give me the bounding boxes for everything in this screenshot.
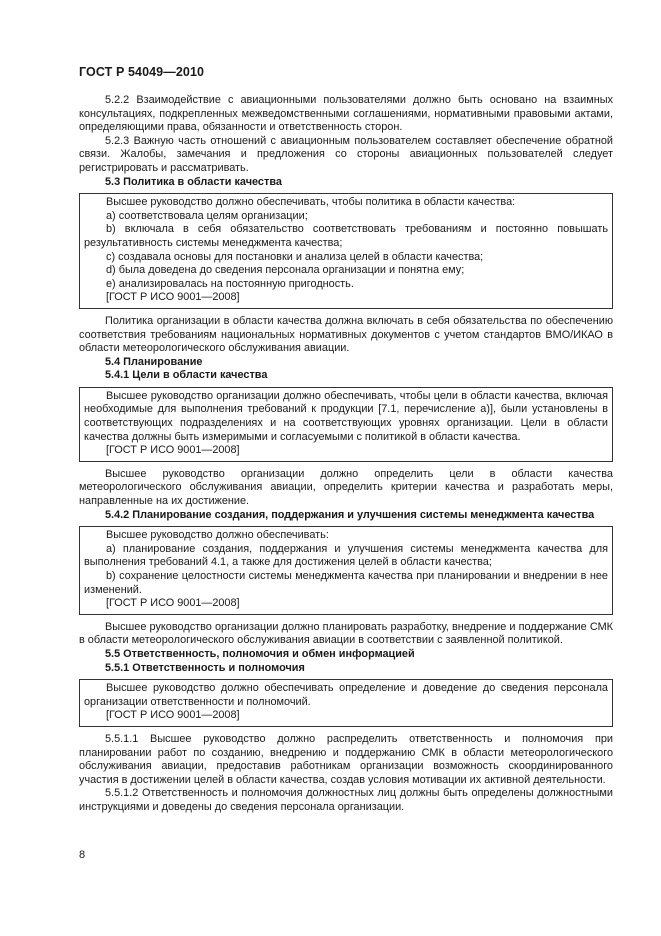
paragraph-policy: Политика организации в области качества должна включать в себя обязательства по обеспечению соответствия требованиям национальных нормативных документов с учетом стандартов ВМО/ИКАО в области метеорологического обслуживания авиации. [79, 314, 613, 355]
heading-5-4: 5.4 Планирование [105, 355, 203, 368]
paragraph-plan: Высшее руководство организации должно планировать разработку, внедрение и поддержание СМК в области метеорологического обслуживания авиации в соответствии с заявленной политикой. [79, 620, 613, 647]
quote-box-policy [79, 193, 613, 309]
quote-reference: [ГОСТ Р ИСО 9001—2008] [106, 597, 240, 610]
list-item: e) анализировалась на постоянную пригодность. [106, 277, 354, 290]
list-item: c) создавала основы для постановки и анализа целей в области качества; [106, 250, 484, 263]
page-number: 8 [79, 849, 86, 861]
heading-5-4-1: 5.4.1 Цели в области качества [105, 369, 268, 382]
quote-intro: Высшее руководство должно обеспечивать: [106, 529, 329, 542]
heading-5-3: 5.3 Политика в области качества [105, 175, 282, 188]
quote-text: Высшее руководство должно обеспечивать определение и доведение до сведения персонала организации ответственности и полномочий. [84, 682, 608, 708]
paragraph-goals: Высшее руководство организации должно определить цели в области качества метеорологического обслуживания авиации, определить критерии качества и разработать меры, направленные на их достижение. [79, 467, 613, 508]
quote-box-responsibility [79, 679, 613, 727]
paragraph-5-5-1-2: 5.5.1.2 Ответственность и полномочия должностных лиц должны быть определены должностными инструкциями и доведены до сведения персонала организации. [79, 787, 613, 813]
quote-reference: [ГОСТ Р ИСО 9001—2008] [106, 291, 240, 304]
quote-intro: Высшее руководство должно обеспечивать, чтобы политика в области качества: [106, 196, 516, 209]
quote-box-planning [79, 526, 613, 615]
heading-5-5-1: 5.5.1 Ответственность и полномочия [105, 661, 305, 674]
heading-5-4-2: 5.4.2 Планирование создания, поддержания и улучшения системы менеджмента качества [105, 508, 595, 521]
list-item: b) сохранение целостности системы менеджмента качества при планировании и внедрении в нее изменений. [84, 570, 608, 596]
quote-text: Высшее руководство организации должно обеспечивать, чтобы цели в области качества, включая необходимые для выполнения требований к продукции [7.1, перечисление а)], были установлены в соответствующих подразделениях и на соответствующих уровнях организации. Цели в области качества должны быть измеримыми и согласуемыми с политикой в области качества. [84, 389, 608, 443]
list-item: a) планирование создания, поддержания и улучшения системы менеджмента качества для выполнения требований 4.1, а также для достижения целей в области качества; [84, 542, 608, 569]
list-item: d) была доведена до сведения персонала организации и понятна ему; [106, 264, 465, 277]
paragraph-5-2-3: 5.2.3 Важную часть отношений с авиационным пользователем составляет обеспечение обратной связи. Жалобы, замечания и предложения со стороны авиационных пользователей следует регистрировать и рассматривать. [79, 134, 613, 174]
document-header: ГОСТ Р 54049—2010 [79, 65, 205, 79]
paragraph-5-2-2: 5.2.2 Взаимодействие с авиационными пользователями должно быть основано на взаимных консультациях, подкрепленных межведомственными соглашениями, нормативными правовыми актами, определяющими права, обязанности и ответственность сторон. [79, 94, 613, 134]
paragraph-5-5-1-1: 5.5.1.1 Высшее руководство должно распределить ответственность и полномочия при планировании работ по созданию, внедрению и поддержанию СМК в области метеорологического обслуживания авиации, предоставив работникам организации возможность скоординированного участия в достижении целей в области качества, создав условия мотивации их активной деятельности. [79, 732, 613, 786]
heading-5-5: 5.5 Ответственность, полномочия и обмен информацией [105, 647, 415, 660]
quote-reference: [ГОСТ Р ИСО 9001—2008] [106, 444, 240, 457]
quote-reference: [ГОСТ Р ИСО 9001—2008] [106, 709, 240, 722]
list-item: a) соответствовала целям организации; [106, 209, 308, 222]
quote-box-goals [79, 387, 613, 462]
list-item: b) включала в себя обязательство соответствовать требованиям и постоянно повышать результативность системы менеджмента качества; [84, 223, 608, 249]
document-body [79, 94, 613, 815]
